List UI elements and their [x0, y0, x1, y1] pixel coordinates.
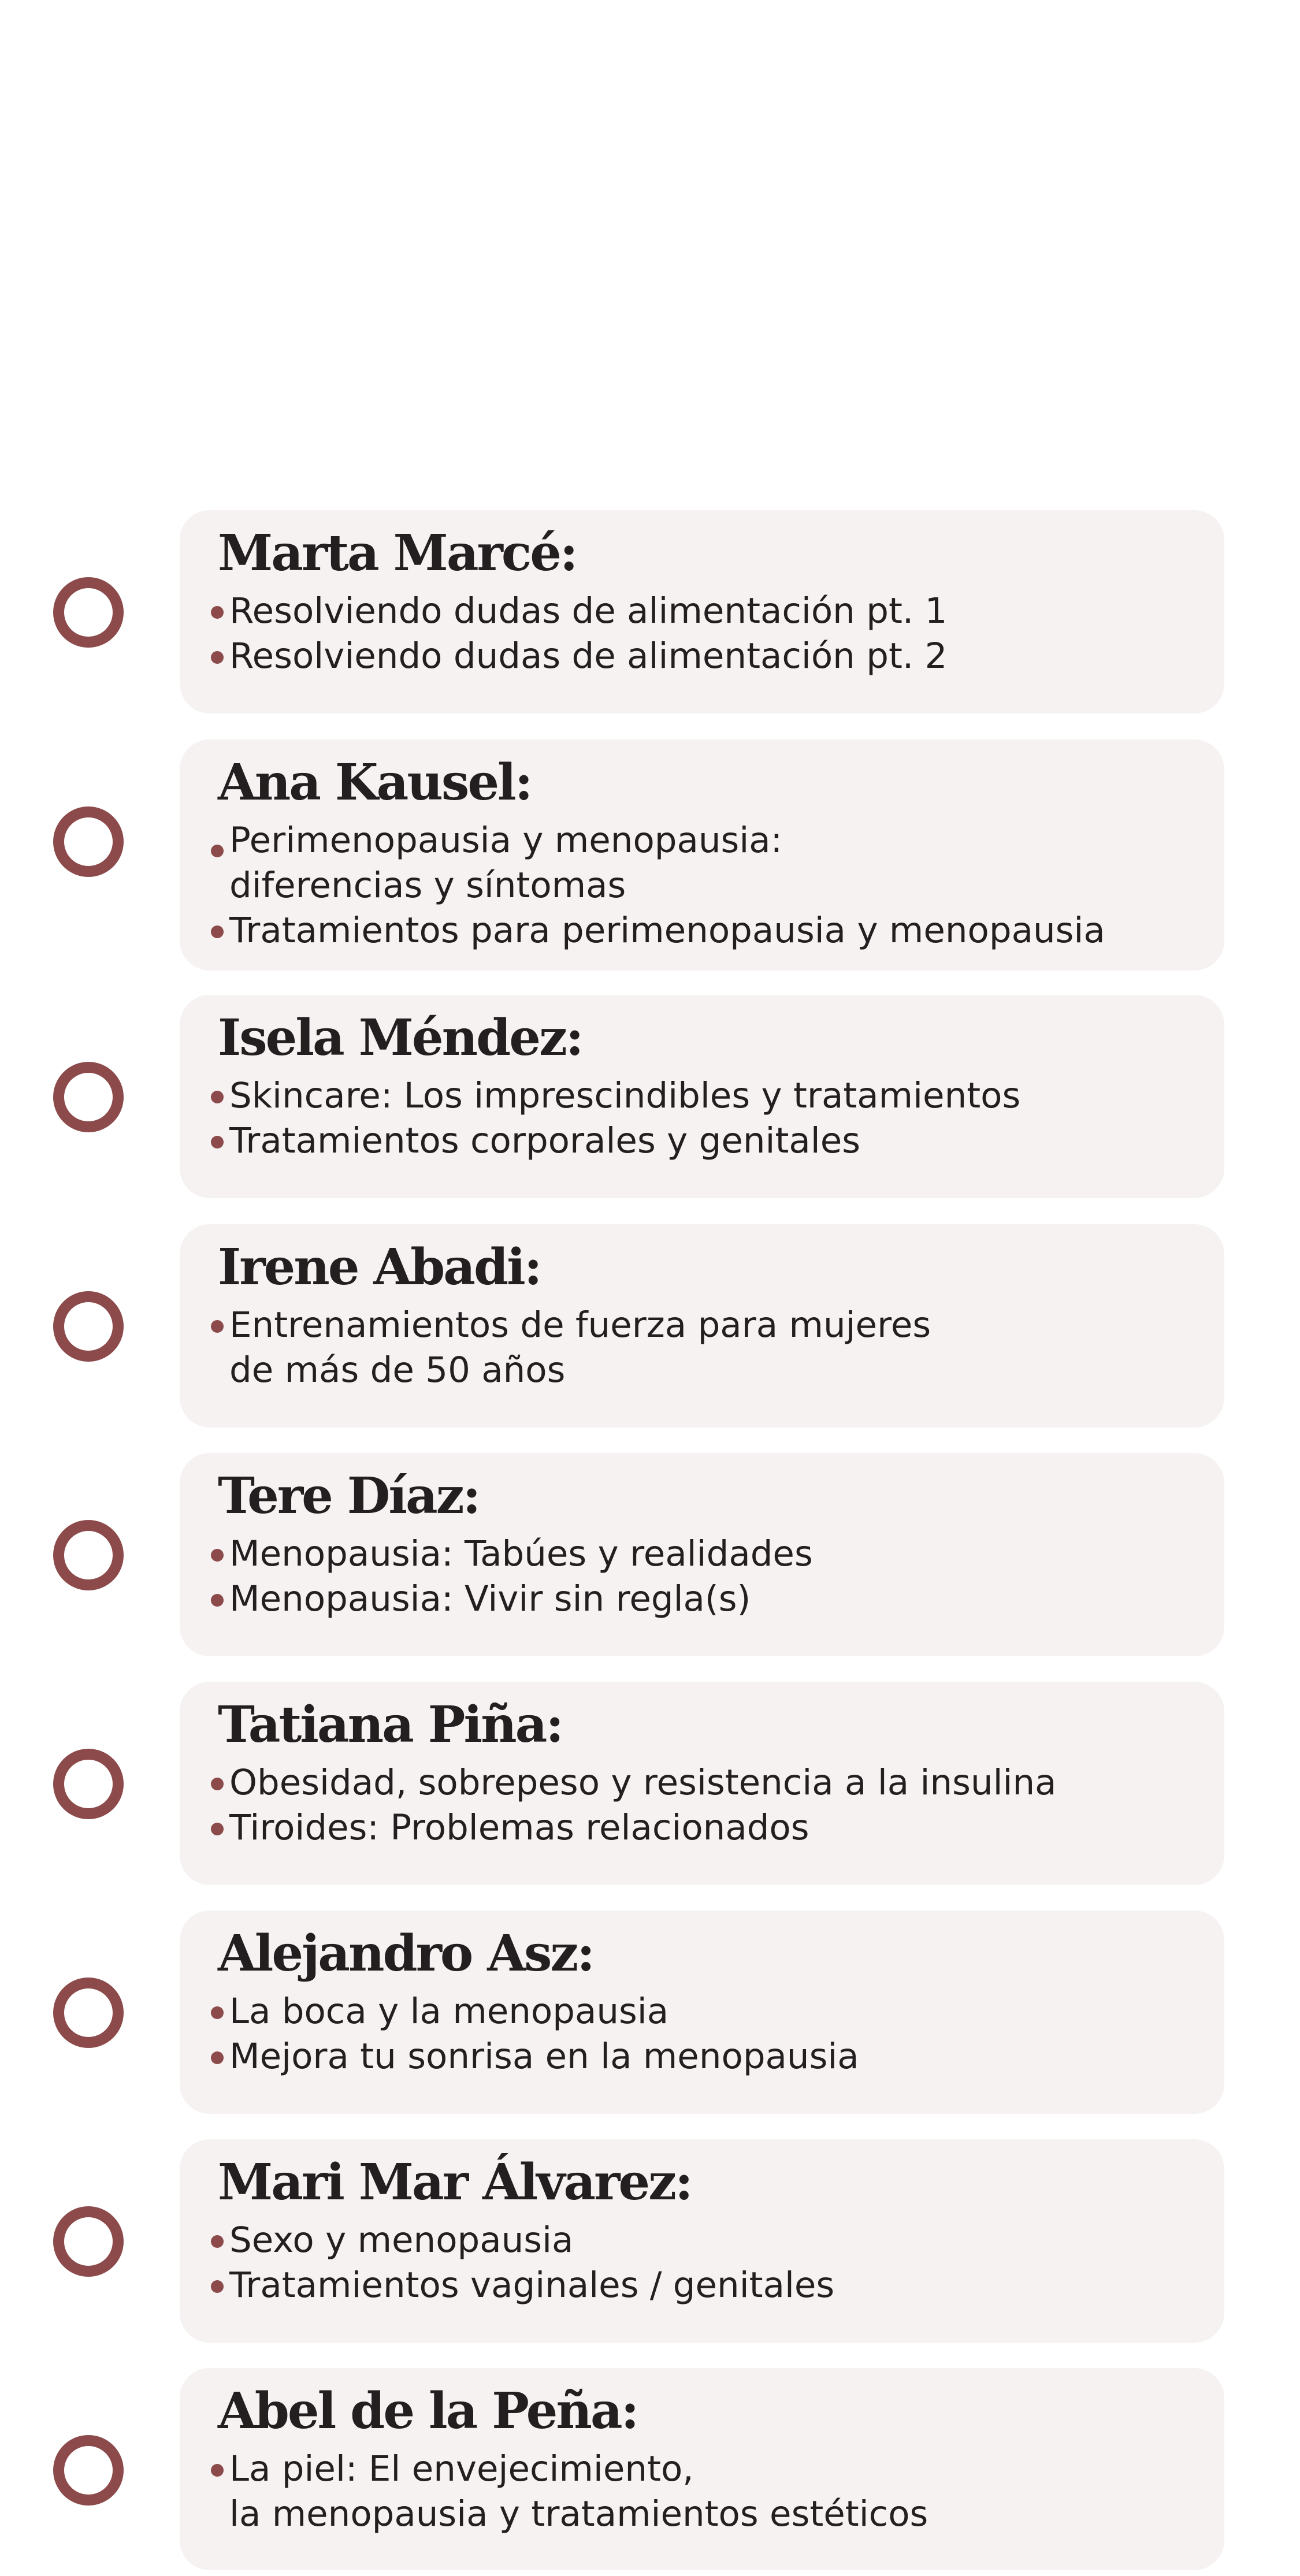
speaker-card	[180, 739, 1224, 971]
speaker-name: Irene Abadi:	[218, 1238, 541, 1296]
speaker-row[interactable]	[0, 1224, 1300, 1428]
topic-item	[207, 1989, 859, 2034]
speaker-card	[180, 2139, 1224, 2343]
topic-list	[207, 818, 1105, 953]
speaker-row[interactable]	[0, 1453, 1300, 1656]
speaker-name: Mari Mar Álvarez:	[218, 2153, 692, 2211]
bullet-icon	[211, 925, 224, 938]
topic-list	[207, 1073, 1020, 1164]
topic-item	[207, 1577, 813, 1622]
topic-text: Tratamientos vaginales / genitales	[229, 2265, 835, 2306]
speaker-row[interactable]	[0, 1910, 1300, 2114]
topic-item	[207, 908, 1105, 953]
bullet-icon	[211, 1549, 224, 1562]
bullet-icon	[211, 1136, 224, 1148]
radio-button[interactable]	[53, 2435, 124, 2506]
speaker-name: Tatiana Piña:	[218, 1696, 563, 1754]
topic-text: Resolviendo dudas de alimentación pt. 2	[229, 635, 948, 676]
topic-text: Obesidad, sobrepeso y resistencia a la insulina	[229, 1762, 1057, 1803]
topic-list	[207, 2218, 834, 2308]
bullet-icon	[211, 2464, 224, 2477]
bullet-icon	[211, 2235, 224, 2248]
topic-item	[207, 634, 947, 679]
radio-button[interactable]	[53, 577, 124, 648]
speaker-name: Alejandro Asz:	[218, 1924, 593, 1983]
speaker-card	[180, 1682, 1224, 1885]
speaker-card	[180, 2368, 1224, 2570]
speaker-row[interactable]	[0, 739, 1300, 951]
speaker-card	[180, 1224, 1224, 1428]
topic-item	[207, 2263, 834, 2308]
topic-list	[207, 1760, 1057, 1850]
bullet-icon	[211, 651, 224, 664]
speaker-row[interactable]	[0, 2139, 1300, 2343]
bullet-icon	[211, 1594, 224, 1607]
radio-button[interactable]	[53, 1291, 124, 1362]
topic-text: La boca y la menopausia	[229, 1991, 669, 2032]
topic-item	[207, 2034, 859, 2079]
radio-button[interactable]	[53, 2206, 124, 2277]
bullet-icon	[211, 1778, 224, 1790]
topic-list	[207, 1989, 859, 2079]
topic-text: Resolviendo dudas de alimentación pt. 1	[229, 590, 948, 631]
topic-item	[207, 589, 947, 634]
radio-button[interactable]	[53, 1062, 124, 1132]
topic-list	[207, 2447, 928, 2537]
bullet-icon	[211, 1320, 224, 1333]
topic-text: Entrenamientos de fuerza para mujeres de más de 50 años	[229, 1304, 931, 1391]
bullet-icon	[211, 2006, 224, 2019]
topic-list	[207, 589, 947, 679]
topic-item	[207, 1805, 1057, 1850]
speaker-name: Tere Díaz:	[218, 1467, 480, 1525]
radio-button[interactable]	[53, 1977, 124, 2048]
bullet-icon	[211, 2051, 224, 2064]
speaker-name: Isela Méndez:	[218, 1009, 582, 1067]
topic-item	[207, 2218, 834, 2263]
speaker-card	[180, 1910, 1224, 2114]
bullet-icon	[211, 2280, 224, 2293]
speaker-card	[180, 1453, 1224, 1656]
topic-item	[207, 1760, 1057, 1805]
topic-text: Tratamientos corporales y genitales	[229, 1120, 861, 1161]
topic-text: Tratamientos para perimenopausia y menopausia	[229, 910, 1105, 951]
topic-item	[207, 2447, 928, 2537]
speaker-name: Marta Marcé:	[218, 524, 577, 582]
topic-item	[207, 818, 1105, 908]
radio-button[interactable]	[53, 1520, 124, 1590]
topic-text: Sexo y menopausia	[229, 2220, 574, 2261]
radio-button[interactable]	[53, 806, 124, 877]
topic-text: Tiroides: Problemas relacionados	[229, 1807, 809, 1848]
topic-item	[207, 1532, 813, 1577]
radio-button[interactable]	[53, 1749, 124, 1819]
bullet-icon	[211, 606, 224, 619]
topic-text: Skincare: Los imprescindibles y tratamientos	[229, 1075, 1021, 1116]
speaker-row[interactable]	[0, 2368, 1300, 2571]
topic-text: La piel: El envejecimiento, la menopausia y tratamientos estéticos	[229, 2448, 928, 2534]
topic-text: Menopausia: Tabúes y realidades	[229, 1533, 813, 1574]
bullet-icon	[211, 845, 224, 857]
bullet-icon	[211, 1823, 224, 1835]
speaker-card	[180, 510, 1224, 713]
speaker-name: Ana Kausel:	[218, 753, 532, 812]
topic-list	[207, 1303, 931, 1393]
speaker-row[interactable]	[0, 1682, 1300, 1885]
speaker-card	[180, 995, 1224, 1198]
topic-text: Mejora tu sonrisa en la menopausia	[229, 2036, 859, 2077]
topic-text: Perimenopausia y menopausia: diferencias y síntomas	[229, 820, 783, 906]
bullet-icon	[211, 1091, 224, 1103]
speaker-row[interactable]	[0, 995, 1300, 1198]
speaker-name: Abel de la Peña:	[218, 2382, 638, 2440]
topic-list	[207, 1532, 813, 1622]
topic-item	[207, 1073, 1020, 1118]
topic-item	[207, 1303, 931, 1393]
speaker-row[interactable]	[0, 510, 1300, 713]
topic-item	[207, 1118, 1020, 1164]
topic-text: Menopausia: Vivir sin regla(s)	[229, 1578, 751, 1619]
